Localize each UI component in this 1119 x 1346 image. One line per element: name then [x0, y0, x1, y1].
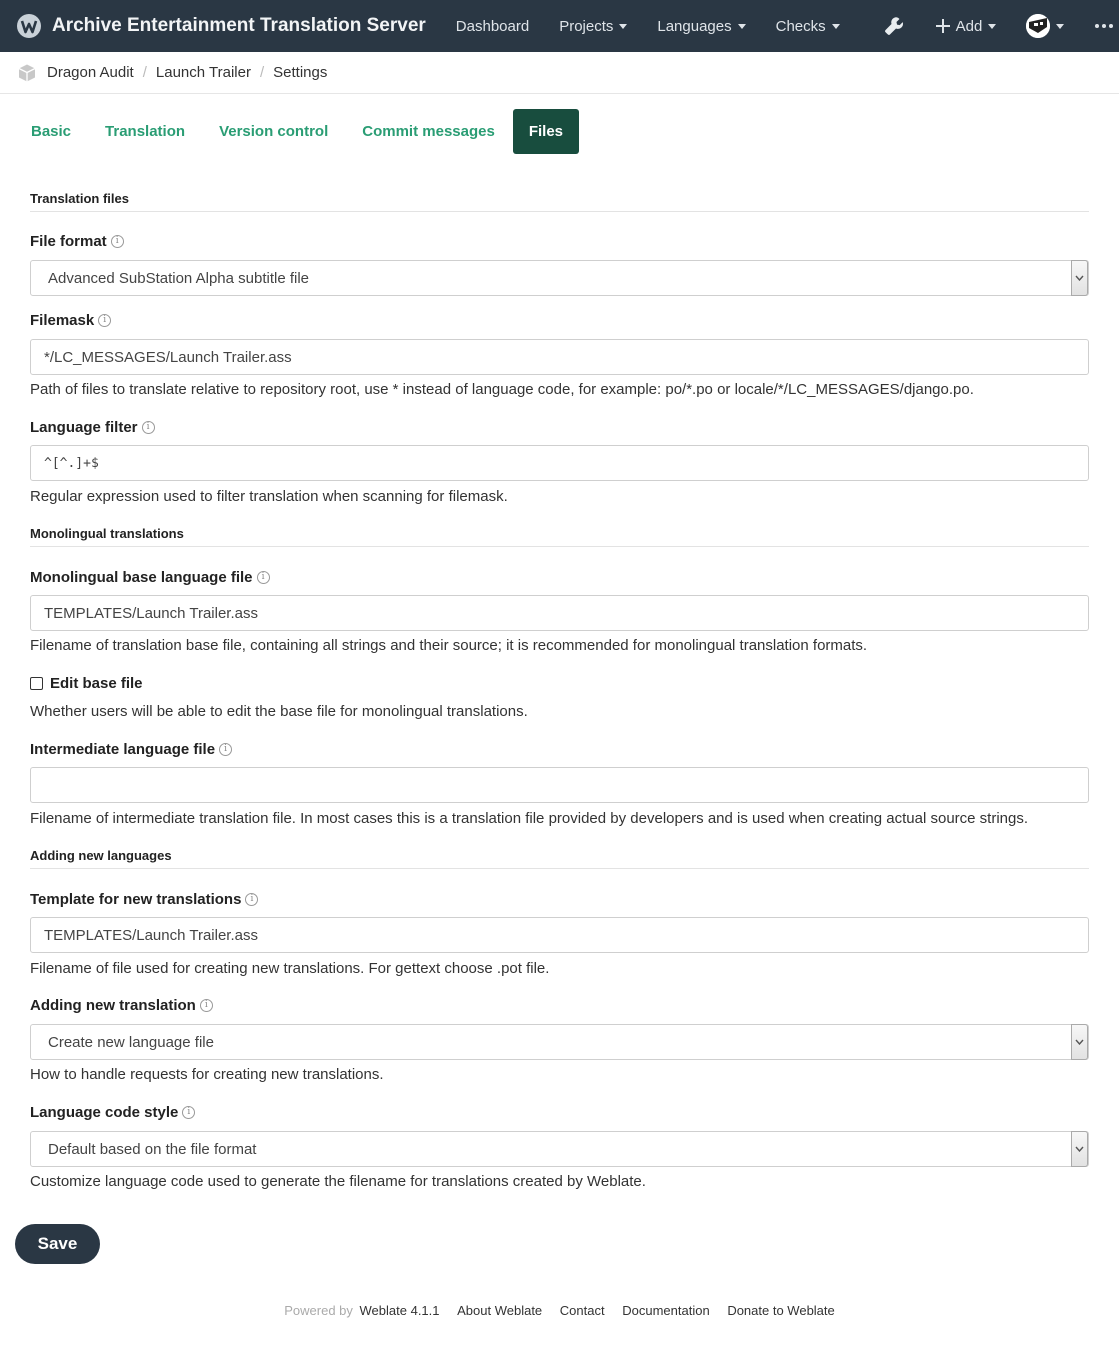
chevron-down-icon — [1071, 1024, 1088, 1060]
language-filter-label — [30, 419, 155, 436]
language-filter-help: Regular expression used to filter translation when scanning for filemask. — [30, 488, 508, 505]
chevron-down-icon — [1071, 260, 1088, 296]
code-style-label — [30, 1104, 195, 1121]
template-new-input[interactable] — [30, 917, 1089, 953]
footer-version-link[interactable]: Weblate 4.1.1 — [359, 1303, 440, 1318]
brand[interactable] — [0, 13, 426, 39]
tab-commit-messages[interactable]: Commit messages — [362, 123, 495, 140]
file-format-select[interactable] — [30, 260, 1089, 296]
mono-base-label-text: Monolingual base language file — [30, 569, 253, 586]
tab-basic[interactable]: Basic — [31, 123, 72, 140]
info-icon[interactable]: i — [98, 314, 111, 327]
info-icon[interactable]: i — [245, 893, 258, 906]
caret-down-icon — [988, 24, 996, 29]
wrench-icon — [883, 15, 905, 37]
adding-new-label-text: Adding new translation — [30, 997, 196, 1014]
code-style-value: Default based on the file format — [48, 1140, 257, 1158]
footer-contact-link[interactable]: Contact — [559, 1303, 605, 1318]
top-navbar — [0, 0, 1119, 52]
intermediate-input[interactable] — [30, 767, 1089, 803]
user-menu[interactable] — [1011, 0, 1079, 52]
info-icon[interactable]: i — [219, 743, 232, 756]
mono-base-value: TEMPLATES/Launch Trailer.ass — [44, 604, 258, 622]
file-format-label-text: File format — [30, 233, 107, 250]
nav-add[interactable] — [920, 0, 1012, 52]
info-icon[interactable]: i — [182, 1106, 195, 1119]
breadcrumb-separator: / — [259, 64, 265, 81]
avatar — [1026, 14, 1050, 38]
plus-icon — [935, 18, 951, 34]
tab-version-control[interactable]: Version control — [219, 123, 329, 140]
adding-new-select[interactable] — [30, 1024, 1089, 1060]
nav-dashboard-label: Dashboard — [455, 17, 530, 35]
nav-right — [868, 0, 1119, 52]
mono-base-input[interactable] — [30, 595, 1089, 631]
template-new-label — [30, 891, 258, 908]
footer-about-link[interactable]: About Weblate — [457, 1303, 543, 1318]
filemask-label — [30, 312, 111, 329]
adding-new-label — [30, 997, 213, 1014]
language-filter-value: ^[^.]+$ — [44, 455, 99, 471]
template-new-help: Filename of file used for creating new translations. For gettext choose .pot file. — [30, 960, 550, 977]
breadcrumb-separator: / — [142, 64, 147, 81]
adding-new-value: Create new language file — [48, 1033, 214, 1051]
code-style-help: Customize language code used to generate the filename for translations created by Weblate. — [30, 1173, 646, 1190]
caret-down-icon — [832, 24, 840, 29]
nav-languages[interactable] — [642, 0, 760, 52]
mono-base-help: Filename of translation base file, containing all strings and their source; it is recommended for monolingual translation formats. — [30, 637, 868, 654]
edit-base-label[interactable]: Edit base file — [50, 675, 143, 692]
intermediate-label — [30, 741, 232, 758]
save-button[interactable]: Save — [15, 1224, 100, 1264]
code-style-label-text: Language code style — [30, 1104, 179, 1121]
component-cube-icon — [17, 63, 37, 83]
breadcrumb — [0, 52, 1119, 94]
breadcrumb-project[interactable]: Dragon Audit — [47, 64, 134, 81]
settings-tabs — [0, 109, 1119, 154]
info-icon[interactable]: i — [142, 421, 155, 434]
manage-wrench-button[interactable] — [868, 0, 920, 52]
nav-dashboard[interactable] — [441, 0, 544, 52]
nav-languages-label: Languages — [657, 17, 732, 35]
section-monolingual: Monolingual translations — [30, 526, 1089, 547]
info-icon[interactable]: i — [257, 571, 270, 584]
breadcrumb-settings: Settings — [273, 64, 328, 81]
edit-base-help: Whether users will be able to edit the base file for monolingual translations. — [30, 703, 528, 720]
nav-projects-label: Projects — [559, 17, 614, 35]
file-format-label — [30, 233, 124, 250]
language-filter-label-text: Language filter — [30, 419, 138, 436]
section-adding-languages: Adding new languages — [30, 848, 1089, 869]
nav-checks[interactable] — [761, 0, 855, 52]
info-icon[interactable]: i — [111, 235, 124, 248]
tab-files[interactable]: Files — [513, 109, 579, 154]
caret-down-icon — [619, 24, 627, 29]
mono-base-label — [30, 569, 270, 586]
more-menu-button[interactable] — [1079, 0, 1119, 52]
tab-translation[interactable]: Translation — [105, 123, 186, 140]
caret-down-icon — [1056, 24, 1064, 29]
weblate-logo-icon — [16, 13, 42, 39]
more-dots-icon — [1094, 23, 1114, 29]
edit-base-row — [30, 675, 143, 692]
filemask-label-text: Filemask — [30, 312, 95, 329]
app-title[interactable]: Archive Entertainment Translation Server — [52, 15, 426, 36]
nav-projects[interactable] — [544, 0, 642, 52]
intermediate-label-text: Intermediate language file — [30, 741, 216, 758]
edit-base-checkbox[interactable] — [30, 677, 43, 690]
avatar-identicon-icon — [1026, 14, 1050, 38]
code-style-select[interactable] — [30, 1131, 1089, 1167]
main-nav — [441, 0, 855, 52]
breadcrumb-component[interactable]: Launch Trailer — [155, 64, 251, 81]
template-new-label-text: Template for new translations — [30, 891, 242, 908]
footer-donate-link[interactable]: Donate to Weblate — [727, 1303, 835, 1318]
language-filter-input[interactable] — [30, 445, 1089, 481]
adding-new-help: How to handle requests for creating new translations. — [30, 1066, 384, 1083]
footer-powered-by: Powered by — [284, 1303, 353, 1318]
filemask-help: Path of files to translate relative to repository root, use * instead of language code, for example: po/*.po or locale/*/LC_MESSAGES/django.po. — [30, 381, 974, 398]
section-translation-files: Translation files — [30, 191, 1089, 212]
footer-documentation-link[interactable]: Documentation — [622, 1303, 710, 1318]
chevron-down-icon — [1071, 1131, 1088, 1167]
caret-down-icon — [738, 24, 746, 29]
info-icon[interactable]: i — [200, 999, 213, 1012]
filemask-input[interactable] — [30, 339, 1089, 375]
template-new-value: TEMPLATES/Launch Trailer.ass — [44, 926, 258, 944]
nav-add-label: Add — [955, 17, 983, 35]
filemask-value: */LC_MESSAGES/Launch Trailer.ass — [44, 348, 292, 366]
intermediate-help: Filename of intermediate translation file. In most cases this is a translation file provided by developers and is used when creating actual source strings. — [30, 810, 1029, 827]
footer — [0, 1303, 1119, 1318]
nav-checks-label: Checks — [775, 17, 826, 35]
file-format-value: Advanced SubStation Alpha subtitle file — [48, 269, 310, 287]
